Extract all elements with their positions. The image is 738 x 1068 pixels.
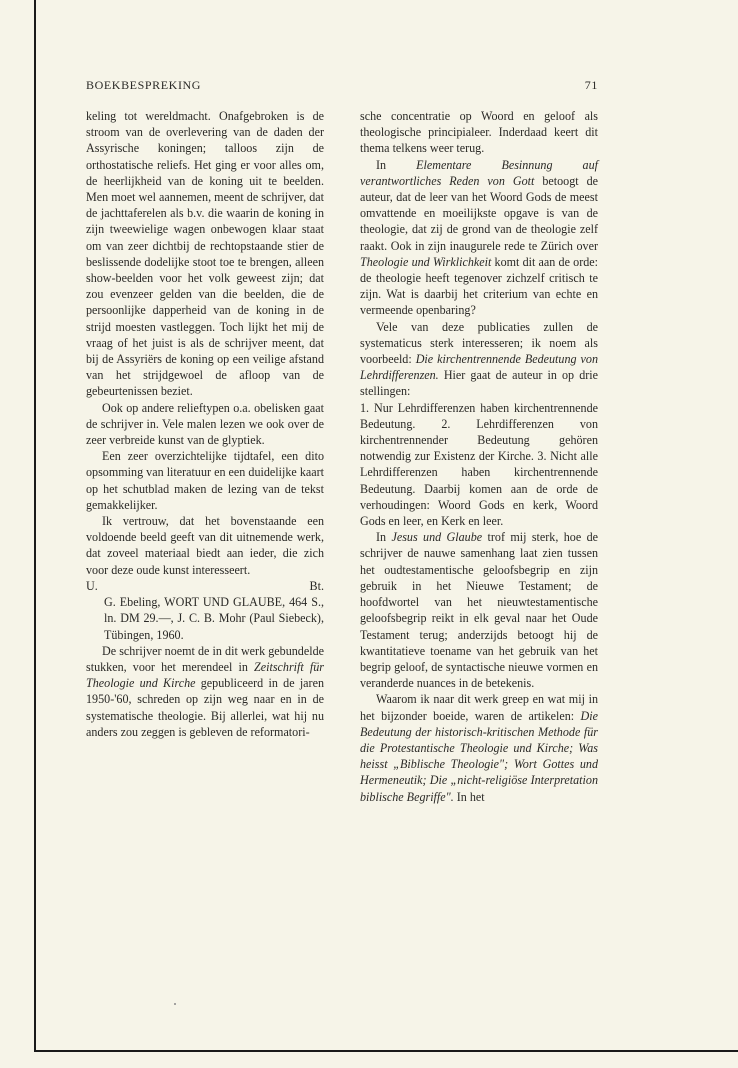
left-column	[86, 108, 324, 740]
paragraph: Ook op andere relieftypen o.a. obelisken gaat de schrijver in. Vele malen lezen we ook over de zeer verbreide kunst van de glyptiek.	[86, 400, 324, 448]
scan-speck	[174, 1003, 176, 1005]
text-run: In	[376, 530, 392, 545]
paragraph	[360, 157, 598, 319]
text-run: In	[376, 157, 417, 172]
italic-title: Jesus und Glaube	[391, 530, 483, 545]
numbered-theses: 1. Nur Lehrdifferenzen haben kirchentrennende Bedeutung. 2. Lehrdifferenzen von kirchentrennender Bedeutung gehören notwendig zur Existenz der Kirche. 3. Nicht alle Lehrdifferenzen haben kirchentrennende Bedeutung. Daarbij komen aan de orde de verhoudingen: Woord Gods en kerk, Woord Gods en leer, en Kerk en leer.	[360, 400, 598, 529]
text-run: Waarom ik naar dit werk greep en wat mij in het bijzonder boeide, waren de artikelen:	[360, 692, 598, 723]
paragraph	[360, 319, 598, 400]
text-run: betoogt de auteur, dat de leer van het Woord Gods de meest omvattende en moeilijkste opgave is van de theologie, dat zij de grond van de theologie zelf raakt. Ook in zijn inaugurele rede te Zürich over	[360, 173, 598, 253]
paragraph: Ik vertrouw, dat het bovenstaande een voldoende beeld geeft van dit uitnemende werk, dat zoveel materiaal biedt aan ieder, die zich voor deze oude kunst interesseert.	[86, 514, 324, 577]
italic-title: Die kirchentrennende Bedeutung von Lehrdifferenzen.	[360, 352, 598, 383]
italic-title: Theologie und Wirklichkeit	[360, 254, 492, 269]
signature-initial: U.	[86, 578, 98, 593]
text-run: gepubliceerd in de jaren 1950-'60, schreden op zijn weg naar en in de systematische theologie. Bij allerlei, wat hij nu anders zou zeggen is gebleven de reformatori-	[86, 676, 324, 739]
paragraph: Een zeer overzichtelijke tijdtafel, een dito opsomming van literatuur en een duidelijke kaart op het schutblad maken de lezing van de tekst gemakkelijker.	[86, 449, 324, 512]
italic-title: Die Bedeutung der historisch-kritischen Methode für die Protestantische Theologie und Kirche; Was heisst „Biblische Theologie"; Wort Gottes und Hermeneutik; Die „nicht-religiöse Interpretation biblische Begriffe".	[360, 708, 598, 804]
text-run: De schrijver noemt de in dit werk gebundelde stukken, voor het merendeel in	[86, 643, 324, 674]
signature-abbrev: Bt.	[309, 578, 324, 593]
scan-edge-bottom	[34, 1050, 738, 1052]
italic-title: Elementare Besinnung auf verantwortliches Reden von Gott	[360, 157, 598, 188]
paragraph	[360, 529, 598, 691]
paragraph	[86, 643, 324, 740]
section-title: BOEKBESPREKING	[86, 78, 202, 92]
page-number: 71	[584, 78, 598, 92]
text-run: Hier gaat de auteur in op drie stellingen:	[360, 368, 598, 399]
book-reference: G. Ebeling, WORT UND GLAUBE, 464 S., ln. DM 29.—, J. C. B. Mohr (Paul Siebeck), Tübingen, 1960.	[104, 595, 324, 642]
text-run: In het	[453, 789, 485, 804]
paragraph	[360, 691, 598, 804]
text-run: komt dit aan de orde: de theologie heeft tegenover zichzelf critisch te zijn. Wat is daarbij het criterium van echte en vermeende openbaring?	[360, 254, 598, 318]
italic-title: Zeitschrift für Theologie und Kirche	[86, 659, 324, 691]
paragraph: keling tot wereldmacht. Onafgebroken is de stroom van de overlevering van de daden der Assyrische koningen; talloos zijn de orthostatische reliefs. Het ging er voor alles om, de heerlijkheid van de koning uit te beelden. Men moet wel aannemen, meent de schrijver, dat de jachttaferelen als b.v. die waarin de koning in zijn tweewielige wagen onbewogen klaar staat om van zeer dichtbij de rechtopstaande stier de beslissende dodelijke stoot toe te brengen, alleen show-beelden voor het volk geweest zijn; dat zou evenzeer gelden van die beelden, die de persoonlijke dapperheid van de koning in de strijd moesten vastleggen. Toch lijkt het mij de vraag of het juist is als de schrijver meent, dat bij de Assyriërs de koning op een veilige afstand van het strijdgewoel de afloop van de gebeurtenissen beziet.	[86, 109, 324, 399]
right-column	[360, 108, 598, 805]
scan-edge-left	[34, 0, 36, 1052]
paragraph: sche concentratie op Woord en geloof als theologische principialeer. Inderdaad keert dit thema telkens weer terug.	[360, 109, 598, 156]
text-run: Vele van deze publicaties zullen de systematicus sterk interesseren; ik noem als voorbeeld:	[360, 319, 598, 367]
reviewer-signature	[86, 578, 324, 594]
text-run: trof mij sterk, hoe de schrijver de nauwe samenhang laat zien tussen het oudtestamentische geloofsbegrip en zijn gebruik in het Nieuwe Testament; de hoofdwortel van het nieuwtestamentische geloofsbegrip reikt in elk geval naar het Oude Testament terug; anderzijds betoogt hij de kwantitatieve toename van het gebruik van het begrip geloof, de syntactische nieuwe vormen en veranderde nuances in de betekenis.	[360, 530, 598, 691]
